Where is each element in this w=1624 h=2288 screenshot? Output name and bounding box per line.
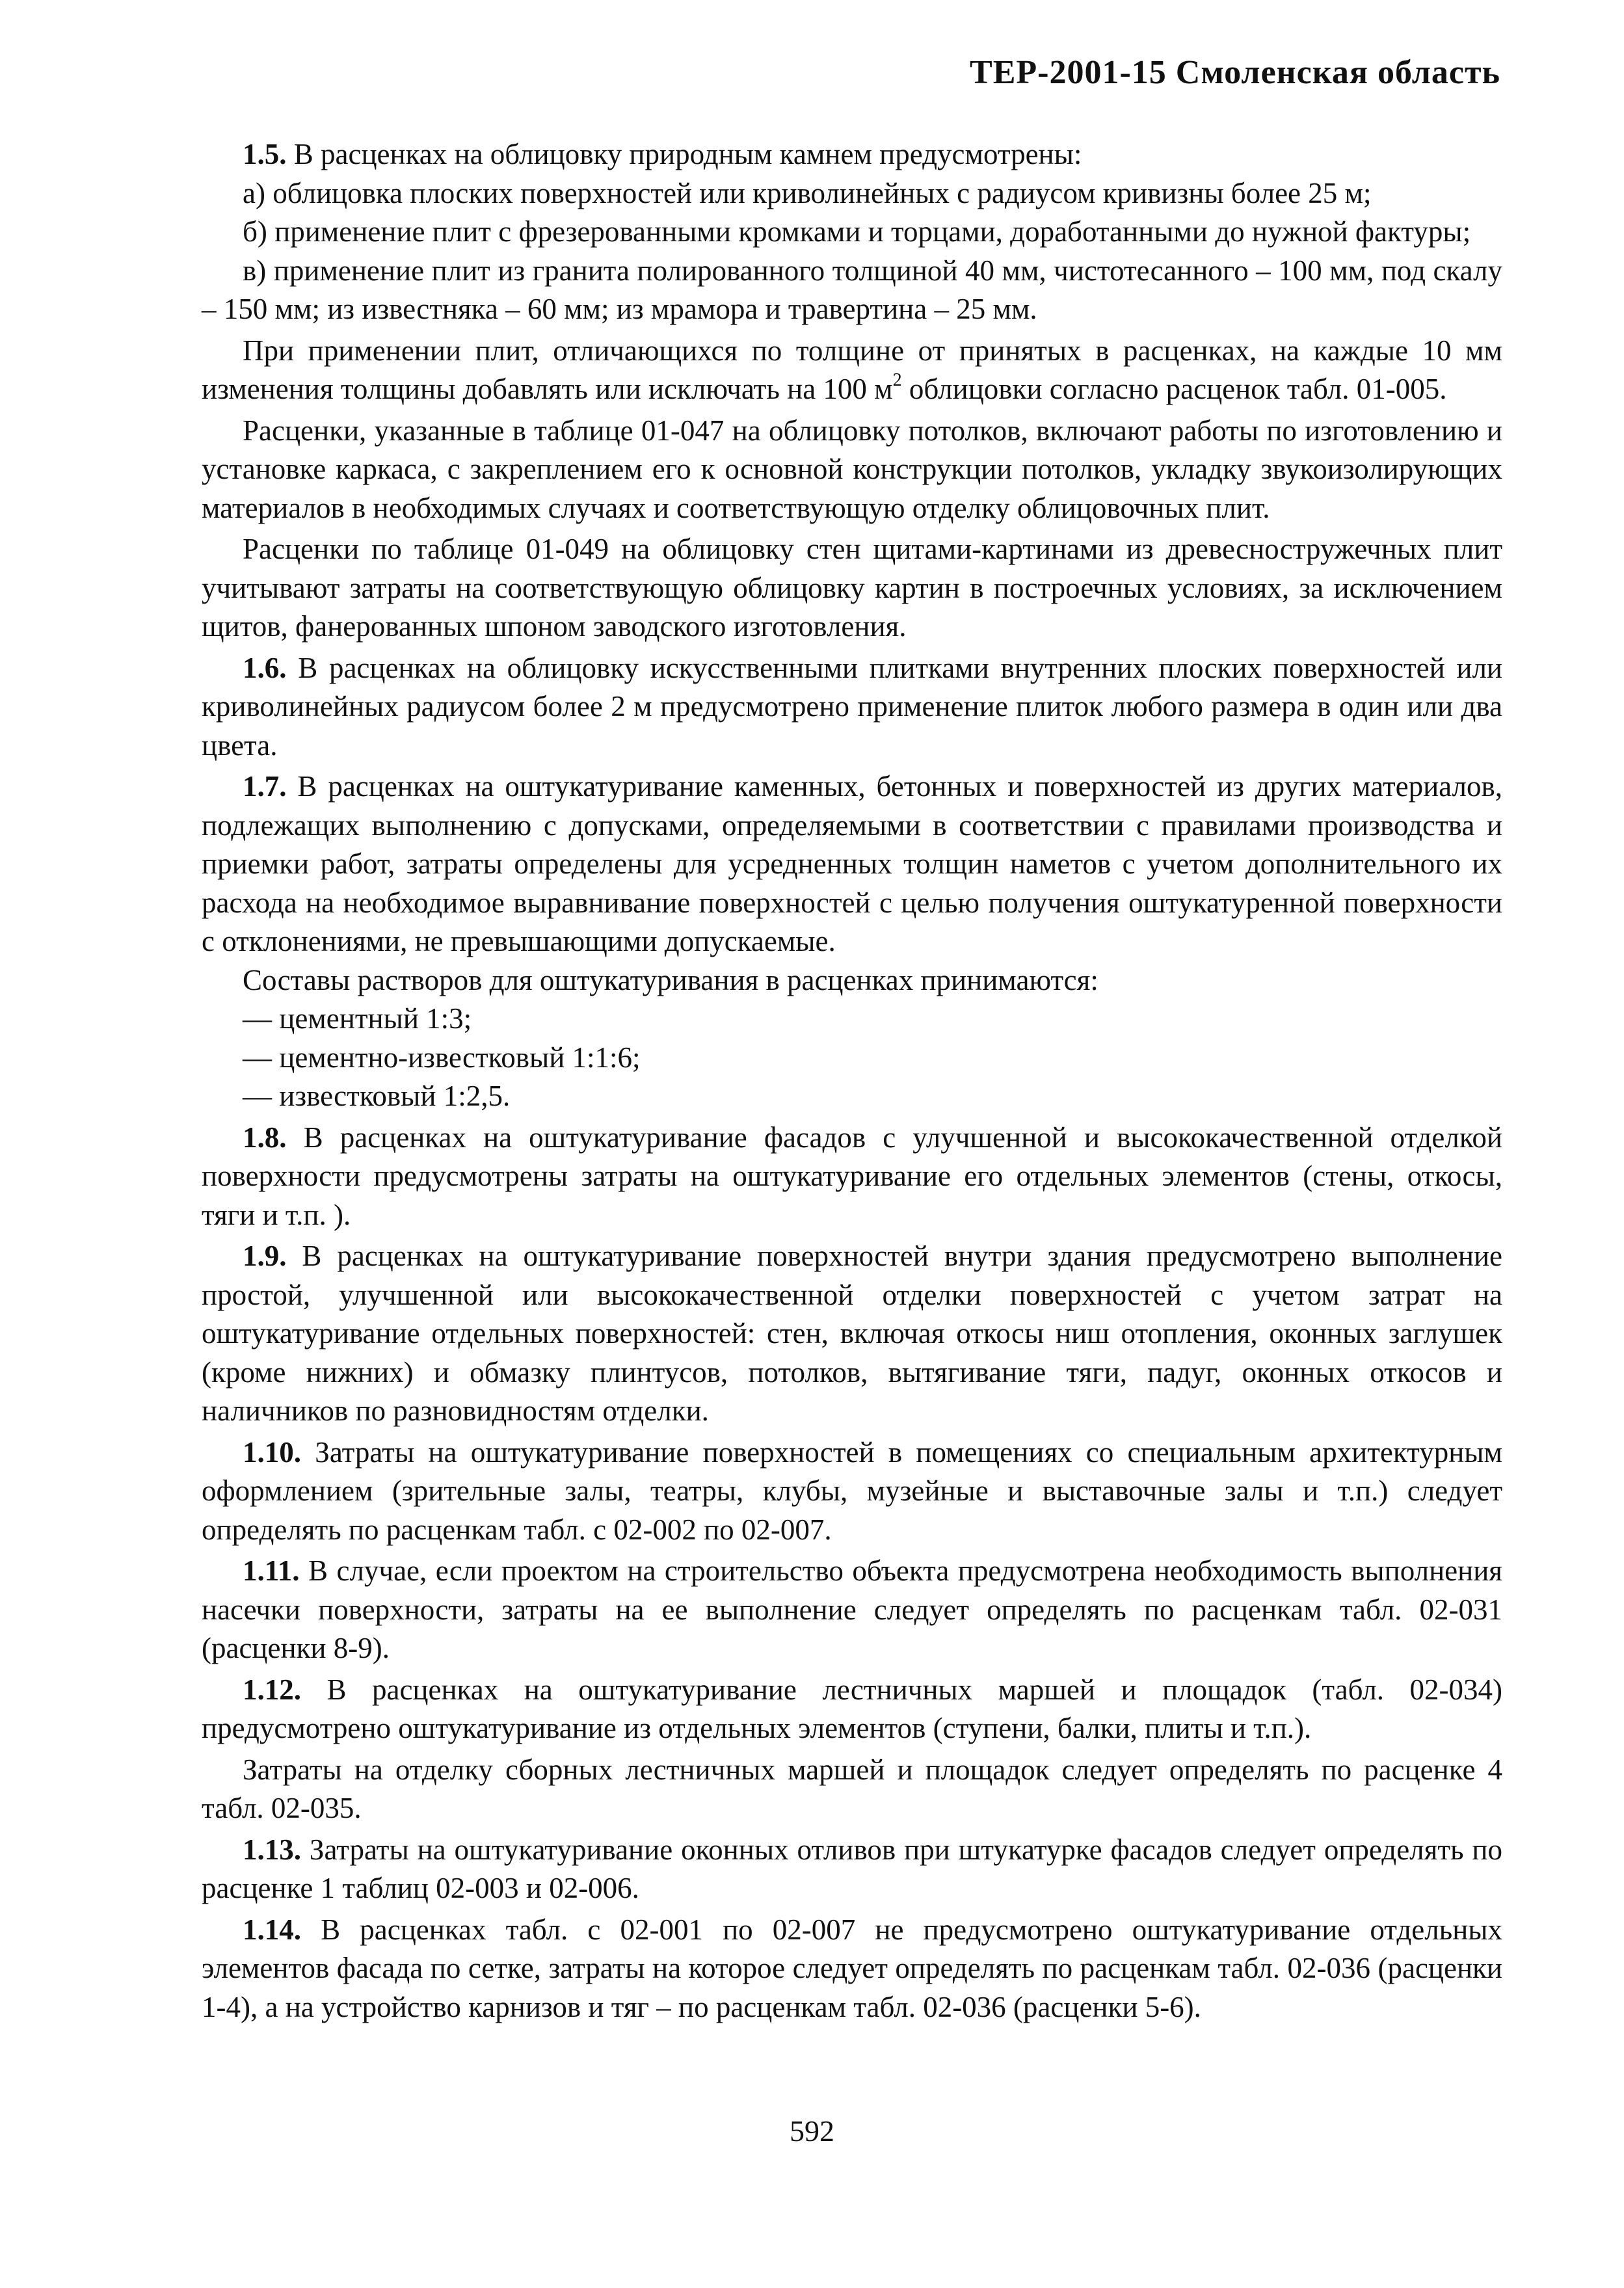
clause-number: 1.11. <box>243 1554 300 1587</box>
clause-number: 1.14. <box>243 1913 301 1946</box>
running-header: ТЕР-2001-15 Смоленская область <box>970 54 1500 91</box>
paragraph-text: В расценках на оштукатуривание фасадов с улучшенной и высококачественной отделкой поверхности предусмотрены затраты на оштукатуривание его отдельных элементов (стены, откосы, тяги и т.п. ). <box>202 1121 1503 1231</box>
paragraph-1-6 <box>202 649 1502 765</box>
paragraph-1-10 <box>202 1433 1502 1550</box>
paragraph-text: В расценках на оштукатуривание лестничных маршей и площадок (табл. 02-034) предусмотрено оштукатуривание из отдельных элементов (ступени, балки, плиты и т.п.). <box>202 1673 1503 1744</box>
clause-number: 1.10. <box>243 1435 301 1469</box>
paragraph-1-5-thickness <box>202 332 1502 409</box>
paragraph-text: При применении плит, отличающихся по толщине от принятых в расценках, на каждые 10 мм изменения толщины добавлять или исключать на 100 м <box>202 334 1502 405</box>
paragraph-1-8 <box>202 1119 1502 1235</box>
paragraph-text: В расценках на оштукатуривание каменных, бетонных и поверхностей из других материалов, подлежащих выполнению с допусками, определяемыми в соответствии с правилами производства и приемки работ, затраты определены для усредненных толщин наметов с учетом дополнительного их расхода на необходимое выравнивание поверхностей с целью получения оштукатуренной поверхности с отклонениями, не превышающими допускаемые. <box>202 770 1503 957</box>
clause-number: 1.13. <box>243 1833 301 1866</box>
paragraph-text: В расценках на оштукатуривание поверхностей внутри здания предусмотрено выполнение простой, улучшенной или высококачественной отделки поверхностей с учетом затрат на оштукатуривание отдельных поверхностей: стен, включая откосы ниш отопления, оконных заглушек (кроме нижних) и обмазку плинтусов, потолков, вытягивание тяги, падуг, оконных откосов и наличников по разновидностям отделки. <box>202 1240 1502 1427</box>
paragraph-text: Затраты на оштукатуривание оконных отливов при штукатурке фасадов следует определять по расценке 1 таблиц 02-003 и 02-006. <box>202 1833 1502 1904</box>
paragraph-text: Затраты на оштукатуривание поверхностей в помещениях со специальным архитектурным оформлением (зрительные залы, театры, клубы, музейные и выставочные залы и т.п.) следует определять по расценкам табл. с 02-002 по 02-007. <box>202 1435 1503 1546</box>
paragraph-text: В расценках на облицовку природным камнем предусмотрены: <box>293 138 1082 170</box>
paragraph-1-5-b: б) применение плит с фрезерованными кромками и торцами, доработанными до нужной фактуры; <box>243 215 1471 248</box>
paragraph-1-7-mixes: Составы растворов для оштукатуривания в расценках принимаются: <box>243 963 1098 996</box>
list-item: — известковый 1:2,5. <box>243 1080 511 1112</box>
paragraph-1-12 <box>202 1671 1502 1748</box>
paragraph-1-5 <box>202 135 1502 174</box>
page-number: 592 <box>790 2114 834 2148</box>
paragraph-text: облицовки согласно расценок табл. 01-005. <box>901 373 1447 405</box>
paragraph-1-14 <box>202 1911 1502 2027</box>
clause-number: 1.9. <box>243 1240 287 1272</box>
paragraph-1-5-panels: Расценки по таблице 01-049 на облицовку стен щитами-картинами из древесностружечных плит учитывают затраты на соответствующую облицовку картин в построечных условиях, за исключением щитов, фанерованных шпоном заводского изготовления. <box>202 533 1502 643</box>
paragraph-text: В расценках на облицовку искусственными плитками внутренних плоских поверхностей или криволинейных радиусом более 2 м предусмотрено применение плиток любого размера в один или два цвета. <box>202 651 1502 762</box>
clause-number: 1.8. <box>243 1121 287 1154</box>
paragraph-text: В расценках табл. с 02-001 по 02-007 не предусмотрено оштукатуривание отдельных элементов фасада по сетке, затраты на которое следует определять по расценкам табл. 02-036 (расценки 1-4), а на устройство карнизов и тяг – по расценкам табл. 02-036 (расценки 5-6). <box>202 1913 1503 2023</box>
clause-number: 1.12. <box>243 1673 301 1706</box>
list-item: — цементный 1:3; <box>243 1002 472 1035</box>
paragraph-text: В случае, если проектом на строительство объекта предусмотрена необходимость выполнения насечки поверхности, затраты на ее выполнение следует определять по расценкам табл. 02-031 (расценки 8-9). <box>202 1554 1503 1664</box>
paragraph-1-7 <box>202 767 1502 961</box>
clause-number: 1.6. <box>243 651 287 684</box>
paragraph-1-9 <box>202 1237 1502 1431</box>
paragraph-1-5-c: в) применение плит из гранита полированного толщиной 40 мм, чистотесанного – 100 мм, под скалу – 150 мм; из известняка – 60 мм; из мрамора и травертина – 25 мм. <box>202 254 1502 325</box>
document-body <box>202 135 1502 2027</box>
superscript: 2 <box>892 370 902 390</box>
paragraph-1-12-stairs: Затраты на отделку сборных лестничных маршей и площадок следует определять по расценке 4 табл. 02-035. <box>202 1753 1502 1824</box>
paragraph-1-5-a: а) облицовка плоских поверхностей или криволинейных с радиусом кривизны более 25 м; <box>243 176 1372 209</box>
paragraph-1-5-ceilings: Расценки, указанные в таблице 01-047 на облицовку потолков, включают работы по изготовлению и установке каркаса, с закреплением его к основной конструкции потолков, укладку звукоизолирующих материалов в необходимых случаях и соответствующую отделку облицовочных плит. <box>202 414 1502 524</box>
list-item: — цементно-известковый 1:1:6; <box>243 1041 641 1074</box>
clause-number: 1.5. <box>243 138 287 170</box>
clause-number: 1.7. <box>243 770 287 803</box>
paragraph-1-11 <box>202 1552 1502 1668</box>
paragraph-1-13 <box>202 1831 1502 1908</box>
